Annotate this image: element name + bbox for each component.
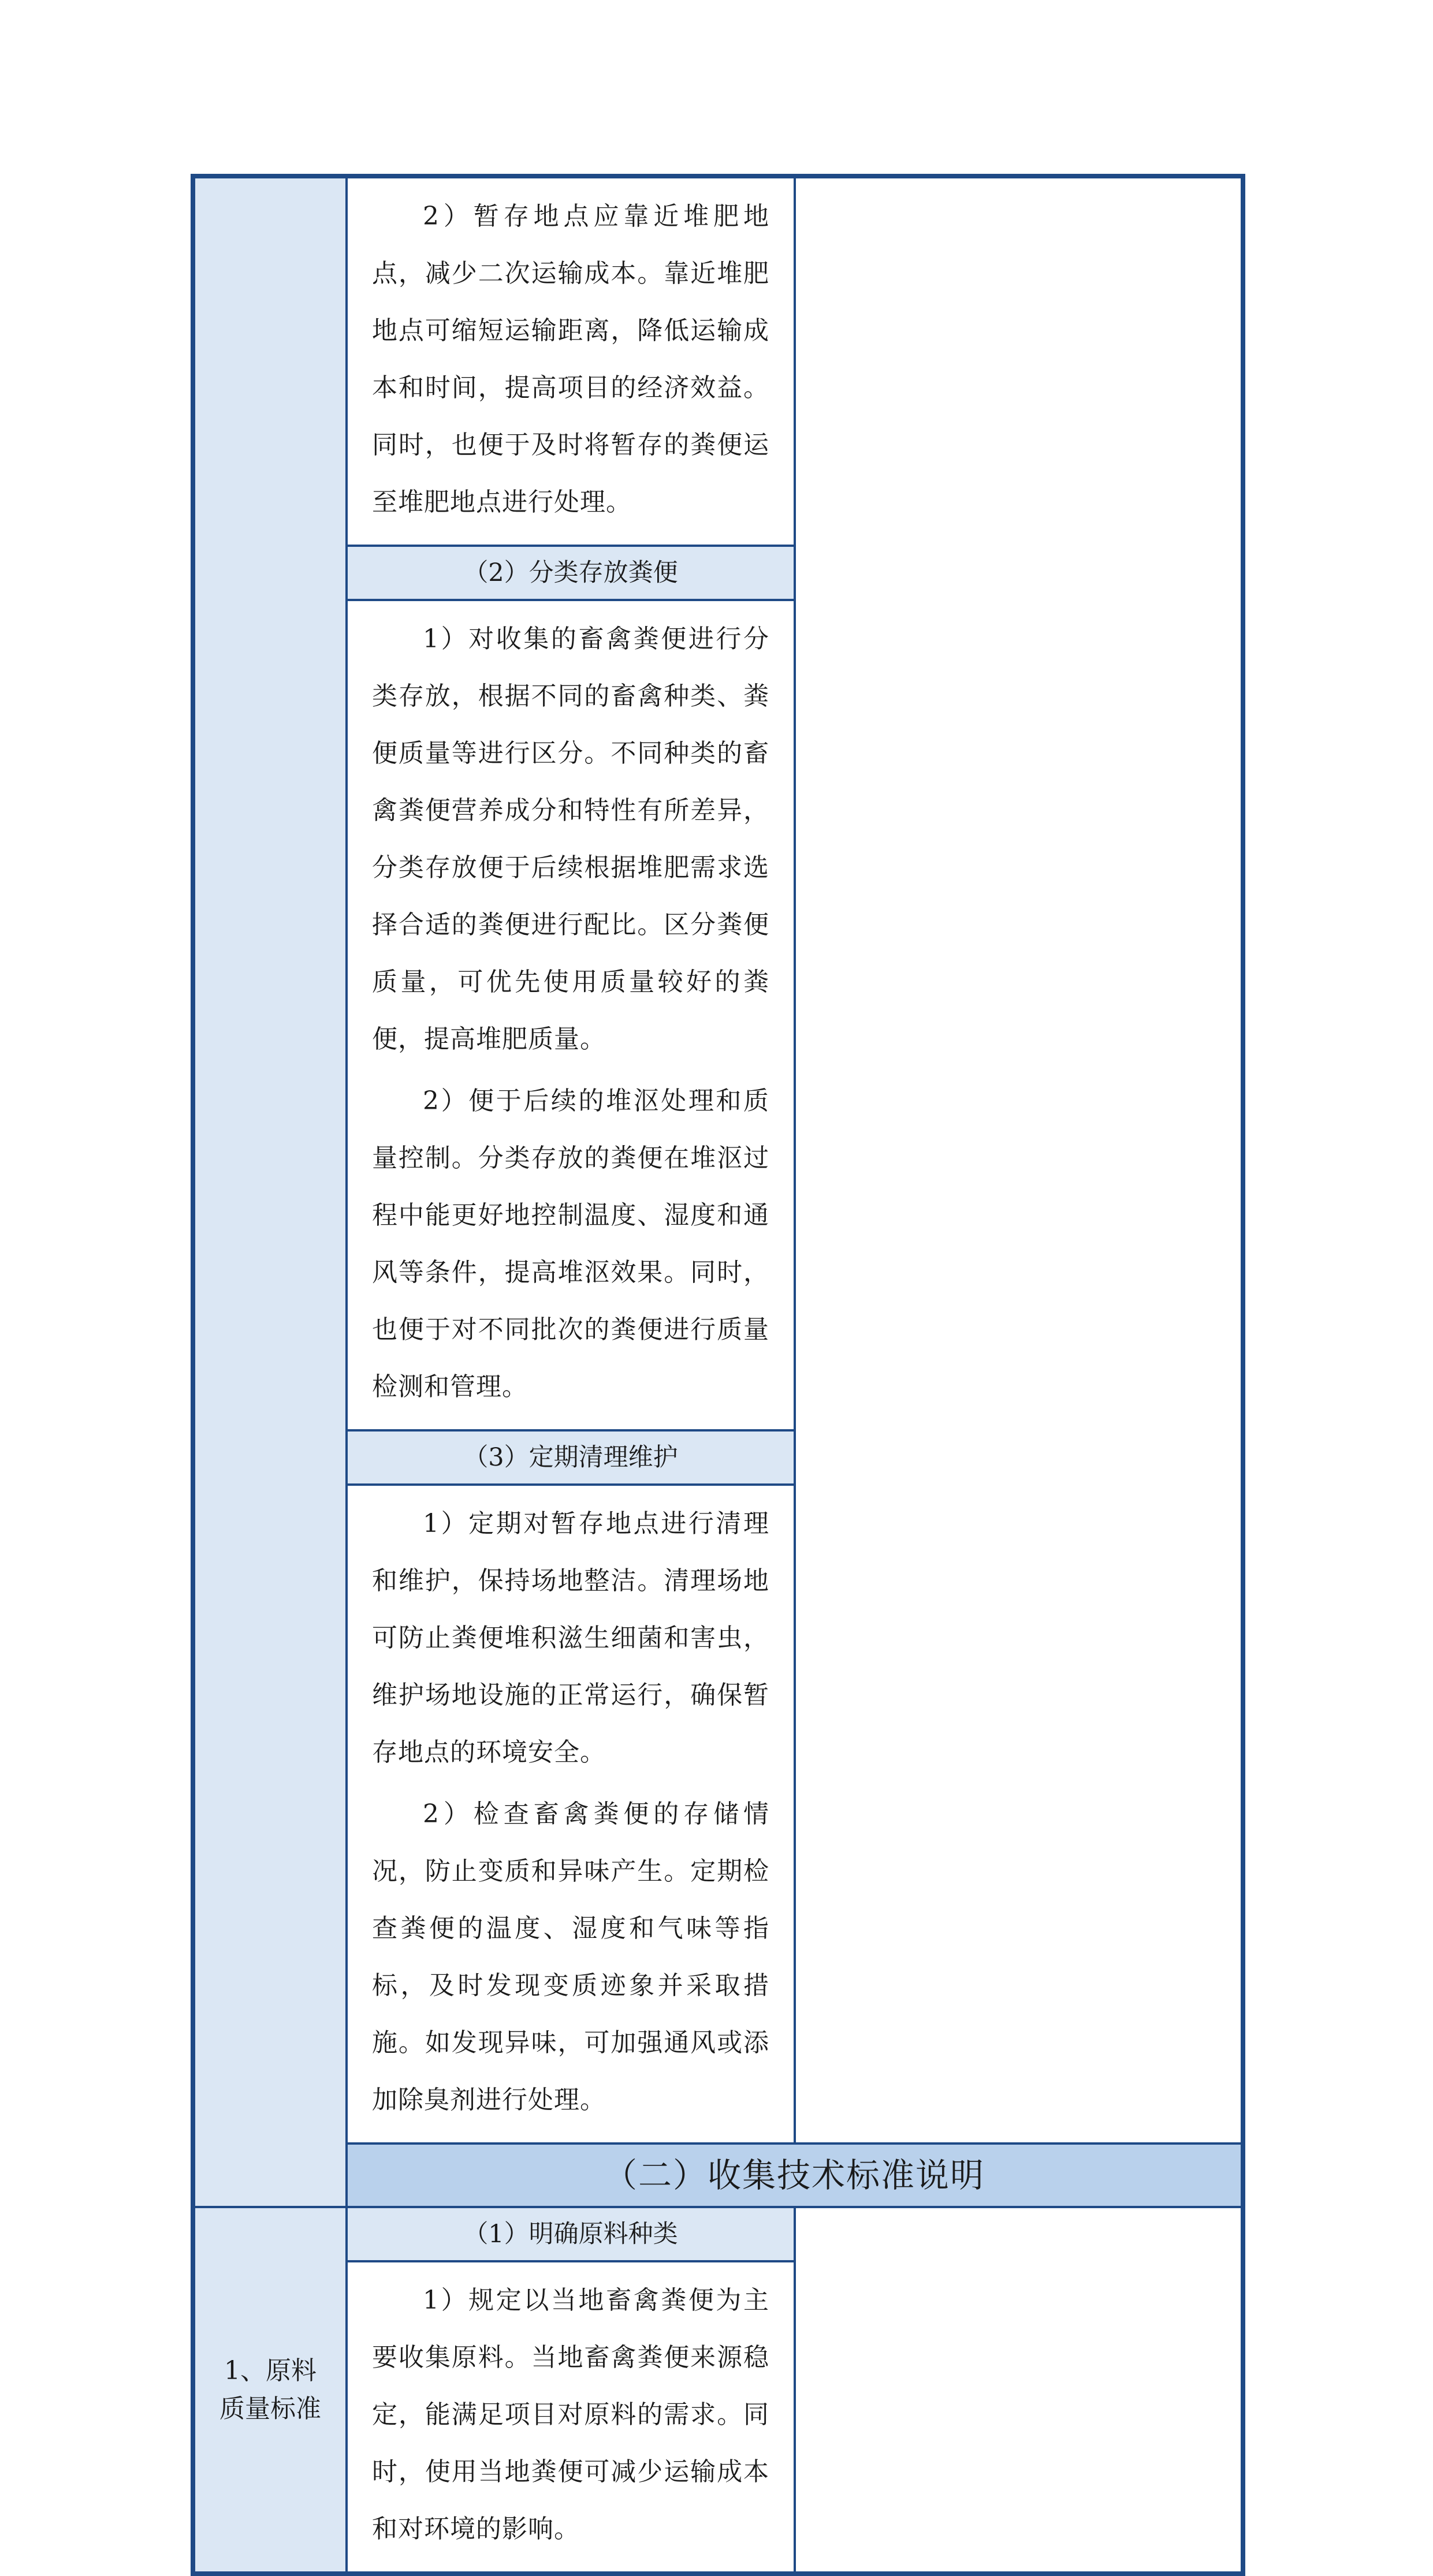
left-label-cell xyxy=(193,2207,347,2574)
left-label-cell-empty xyxy=(193,176,347,2207)
table-row xyxy=(193,1430,1243,1485)
content-cell-storage-location xyxy=(347,176,795,546)
section-heading: （二）收集技术标准说明 xyxy=(347,2143,1243,2207)
row-label-raw-material-quality: 1、原料质量标准 xyxy=(219,2355,321,2424)
content-cell-classified-storage xyxy=(347,600,795,1430)
table-row xyxy=(193,2143,1243,2207)
table-row xyxy=(193,600,1243,1430)
paragraph: 2）检查畜禽粪便的存储情况，防止变质和异味产生。定期检查粪便的温度、湿度和气味等指标，及时发现变质迹象并采取措施。如发现异味，可加强通风或添加除臭剂进行处理。 xyxy=(372,1799,769,2115)
subheading-regular-maintenance: （3）定期清理维护 xyxy=(347,1430,795,1485)
subheading-classified-storage: （2）分类存放粪便 xyxy=(347,546,795,600)
paragraph: 1）规定以当地畜禽粪便为主要收集原料。当地畜禽粪便来源稳定，能满足项目对原料的需求。同时，使用当地粪便可减少运输成本和对环境的影响。 xyxy=(372,2286,769,2544)
content-cell-raw-material-type xyxy=(347,2261,795,2574)
content-cell-regular-maintenance xyxy=(347,1485,795,2143)
subheading-raw-material-type: （1）明确原料种类 xyxy=(347,2207,795,2261)
table-row xyxy=(193,1485,1243,2143)
table-row xyxy=(193,2207,1243,2261)
paragraph: 1）定期对暂存地点进行清理和维护，保持场地整洁。清理场地可防止粪便堆积滋生细菌和害虫，维护场地设施的正常运行，确保暂存地点的环境安全。 xyxy=(372,1509,769,1767)
paragraph: 1）对收集的畜禽粪便进行分类存放，根据不同的畜禽种类、粪便质量等进行区分。不同种类的畜禽粪便营养成分和特性有所差异，分类存放便于后续根据堆肥需求选择合适的粪便进行配比。区分粪便质量，可优先使用质量较好的粪便，提高堆肥质量。 xyxy=(372,624,769,1054)
table-row xyxy=(193,2261,1243,2574)
table-row xyxy=(193,546,1243,600)
paragraph: 2）暂存地点应靠近堆肥地点，减少二次运输成本。靠近堆肥地点可缩短运输距离，降低运输成本和时间，提高项目的经济效益。同时，也便于及时将暂存的粪便运至堆肥地点进行处理。 xyxy=(372,202,769,517)
table-row xyxy=(193,176,1243,546)
document-table xyxy=(191,174,1245,2576)
paragraph: 2）便于后续的堆沤处理和质量控制。分类存放的粪便在堆沤过程中能更好地控制温度、湿度和通风等条件，提高堆沤效果。同时，也便于对不同批次的粪便进行质量检测和管理。 xyxy=(372,1086,769,1401)
